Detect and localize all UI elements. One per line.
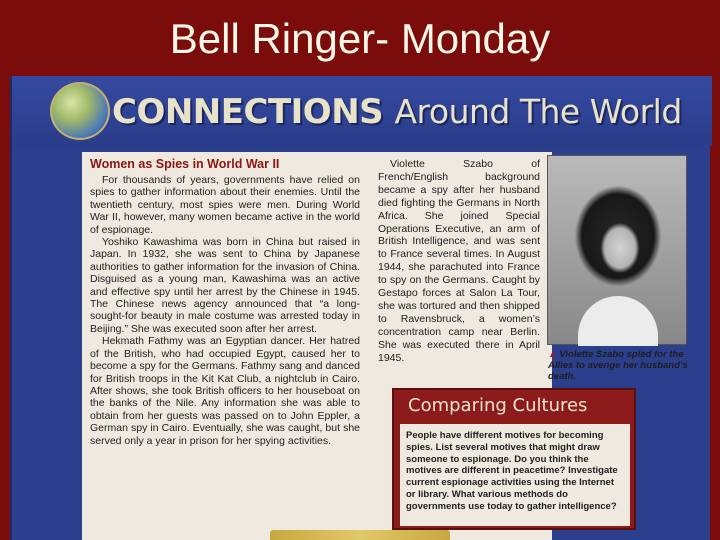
comparing-cultures-title: Comparing Cultures — [408, 395, 588, 416]
banner-title-around-the-world: Around The World — [394, 92, 682, 131]
portrait-shoulders — [578, 296, 658, 346]
article-paragraph: For thousands of years, governments have relied on spies to gather information about their enemies. Until the twentieth century, most spies were men. During World War II, however, many women became active in the world of espionage. — [90, 174, 360, 236]
article-paragraph: Yoshiko Kawashima was born in China but raised in Japan. In 1932, she was sent to China by Japanese authorities to gather information for the invasion of China. Disguised as a young man, Kawashima was an active and effective spy until her arrest by the Chinese in 1945. The Chinese news agency announced that “a long-sought-for beauty in male costume was arrested today in Beijing.” She was executed soon after her arrest. — [90, 236, 360, 335]
article-column-right — [378, 158, 540, 365]
caption-marker: ▲ — [548, 349, 558, 360]
connections-banner — [12, 76, 712, 146]
portrait-photo — [547, 155, 687, 345]
article-paragraph-szabo: Violette Szabo of French/English background became a spy after her husband died fighting the Germans in North Africa. She joined Special Operations Executive, an arm of British Intelligence, and was sent to France several times. In August 1944, she parachuted into France to spy on the Germans. Caught by Gestapo forces at Salon La Tour, she was tortured and then shipped to Ravensbruck, a women’s concentration camp near Berlin. She was executed there in April 1945. — [378, 158, 540, 364]
banner-title-connections: CONNECTIONS — [112, 92, 384, 132]
comparing-cultures-box — [392, 388, 636, 530]
slide-title: Bell Ringer- Monday — [169, 15, 551, 62]
slide-nav-strip — [270, 530, 450, 540]
caption-text: Violette Szabo spied for the Allies to avenge her husband’s death. — [548, 349, 688, 382]
photo-caption — [548, 349, 690, 382]
globe-icon — [50, 82, 110, 140]
comparing-cultures-body: People have different motives for becoming spies. List several motives that might draw someone to espionage. Do you think the motives are different in peacetime? Investigate current espionage activities using the Internet or library. What various methods do governments use today to gather intelligence? — [400, 424, 630, 526]
article-headline: Women as Spies in World War II — [90, 157, 280, 171]
banner-title — [112, 88, 682, 136]
article-column-left — [90, 156, 360, 447]
article-paragraph: Hekmath Fathmy was an Egyptian dancer. Her hatred of the British, who had occupied Egypt, caused her to become a spy for the Germans. Fathmy sang and danced for British troops in the Kit Kat Club, a nightclub in Cairo. After shows, she took British officers to her houseboat on the banks of the Nile. Any information she was able to obtain from her guests was passed on to John Eppler, a German spy in Cairo. Eventually, she was caught, but she served only a year in prison for her spying activities. — [90, 335, 360, 447]
